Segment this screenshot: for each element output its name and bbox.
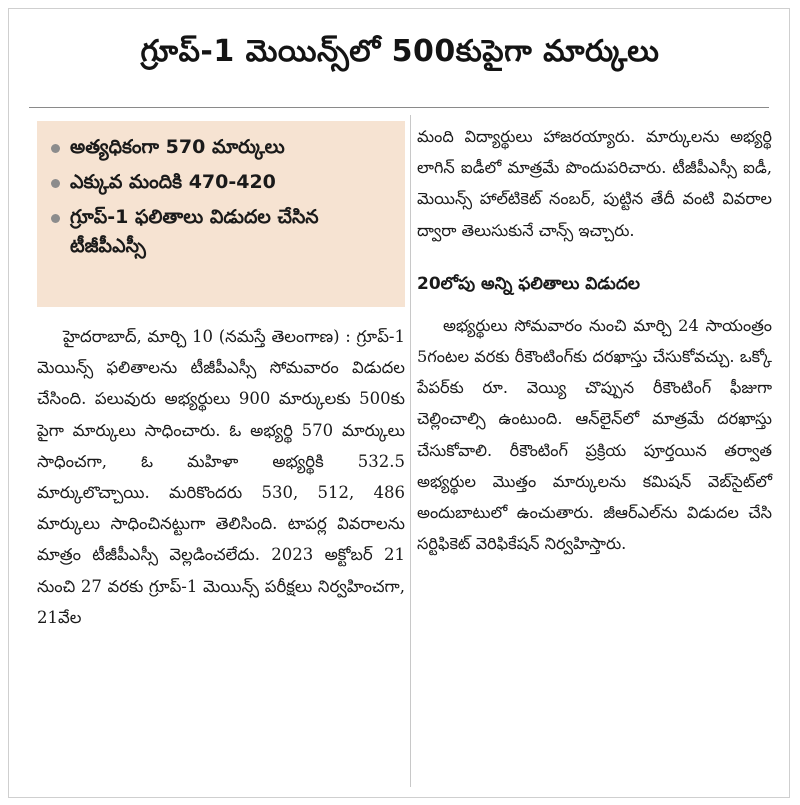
headline: గ్రూప్-1 మెయిన్స్‌లో 500కుపైగా మార్కులు (140, 34, 660, 69)
highlight-text: ఎక్కువ మందికి 470-420 (70, 171, 276, 193)
body-paragraph-right-1: మంది విద్యార్థులు హాజరయ్యారు. మార్కులను అభ్యర్థి లాగిన్ ఐడీలో మాత్రమే పొందుపరిచారు. టీజీపీఎస్సీ ఐడీ, మెయిన్స్ హాల్‌టికెట్ నంబర్, పుట్టిన తేదీ వంటి వివరాల ద్వారా తెలుసుకునే చాన్స్ ఇచ్చారు. (417, 127, 772, 240)
highlights-box (37, 121, 405, 307)
highlight-text: అత్యధికంగా 570 మార్కులు (70, 136, 285, 158)
bullet-icon (51, 214, 60, 223)
highlight-item (47, 168, 393, 197)
news-clipping (8, 8, 790, 798)
right-column (417, 121, 772, 559)
highlight-text: గ్రూప్-1 ఫలితాలు విడుదల చేసిన టీజీపీఎస్సీ (70, 206, 319, 257)
subheading: 20లోపు అన్ని ఫలితాలు విడుదల (417, 273, 640, 294)
column-divider (410, 115, 411, 787)
headline-rule (29, 107, 769, 108)
left-column (37, 121, 405, 633)
body-paragraph-right-2: అభ్యర్థులు సోమవారం నుంచి మార్చి 24 సాయంత్రం 5గంటల వరకు రీకౌంటింగ్‌కు దరఖాస్తు చేసుకోవచ్చు. ఒక్కో పేపర్‌కు రూ. వెయ్యి చొప్పున రీకౌంటింగ్ ఫీజుగా చెల్లించాల్సి ఉంటుంది. ఆన్‌లైన్‌లో మాత్రమే దరఖాస్తు చేసుకోవాలి. రీకౌంటింగ్ ప్రక్రియ పూర్తయిన తర్వాత అభ్యర్థుల మొత్తం మార్కులను కమిషన్ వెబ్‌సైట్‌లో అందుబాటులో ఉంచుతారు. జీఆర్‌ఎల్‌ను విడుదల చేసి సర్టిఫికెట్ వెరిఫికేషన్ నిర్వహిస్తారు. (417, 315, 772, 554)
highlight-item (47, 203, 393, 261)
bullet-icon (51, 179, 60, 188)
highlight-item (47, 133, 393, 162)
body-paragraph-left: హైదరాబాద్, మార్చి 10 (నమస్తే తెలంగాణ) : గ్రూప్-1 మెయిన్స్ ఫలితాలను టీజీపీఎస్సీ సోమవారం విడుదల చేసింది. పలువురు అభ్యర్థులు 900 మార్కులకు 500కు పైగా మార్కులు సాధించారు. ఓ అభ్యర్థి 570 మార్కులు సాధించగా, ఓ మహిళా అభ్యర్థికి 532.5 మార్కులొచ్చాయి. మరికొందరు 530, 512, 486 మార్కులు సాధించినట్టుగా తెలిసింది. టాపర్ల వివరాలను మాత్రం టీజీపీఎస్సీ వెల్లడించలేదు. 2023 అక్టోబర్ 21 నుంచి 27 వరకు గ్రూప్-1 మెయిన్స్ పరీక్షలు నిర్వహించగా, 21వేల (37, 327, 405, 627)
bullet-icon (51, 144, 60, 153)
